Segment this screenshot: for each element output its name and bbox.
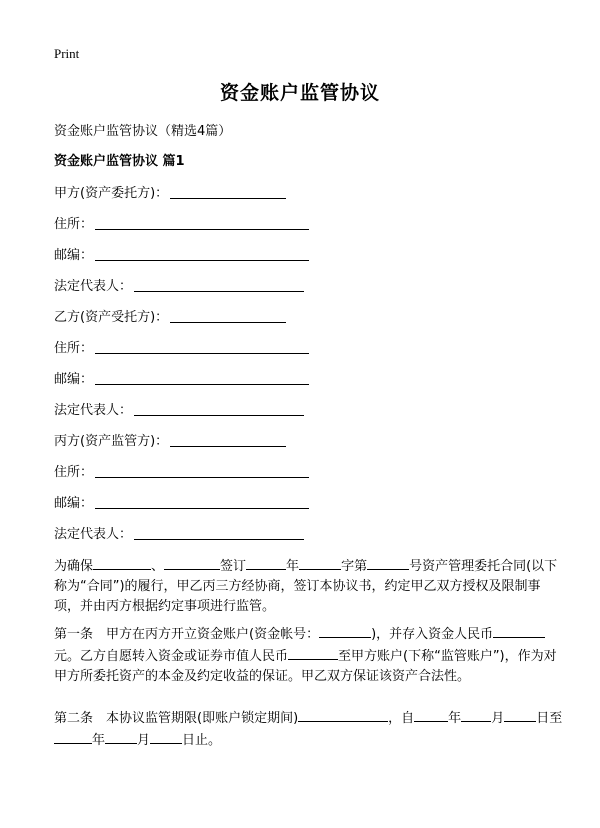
field-label: 住所： xyxy=(54,217,94,232)
fill-blank xyxy=(170,182,286,199)
party-a-address-field xyxy=(54,213,554,244)
text-run: 日止。 xyxy=(182,733,222,748)
fill-blank xyxy=(150,729,182,744)
fill-blank xyxy=(134,399,304,416)
fill-blank xyxy=(134,275,304,292)
field-label: 甲方(资产委托方)： xyxy=(54,186,169,201)
text-run: 年 xyxy=(92,733,106,748)
text-run: 至甲方账户(下称“监管账户”)，作为对甲方所委托资产的本金及约定收益的保证。甲乙双方保证该资产合法性。 xyxy=(54,649,557,684)
party-b-representative-field xyxy=(54,399,554,430)
text-run: 字第 xyxy=(341,559,368,574)
party-c-address-field xyxy=(54,461,554,492)
fill-blank xyxy=(461,707,491,722)
fill-blank xyxy=(170,306,286,323)
text-run: 第一条 甲方在丙方开立资金账户(资金帐号： xyxy=(54,627,320,642)
print-label: Print xyxy=(54,46,80,61)
fill-blank xyxy=(95,213,309,230)
text-run: 年 xyxy=(286,559,300,574)
document-title: 资金账户监管协议 xyxy=(219,82,380,104)
fill-blank xyxy=(319,623,371,638)
party-c-representative-field xyxy=(54,523,554,554)
fill-blank xyxy=(95,244,309,261)
text-run: 签订 xyxy=(220,559,247,574)
party-c-postcode-field xyxy=(54,492,554,523)
text-run: 月 xyxy=(491,711,505,726)
field-label: 法定代表人： xyxy=(54,279,133,294)
party-a-representative-field xyxy=(54,275,554,306)
text-run: 、 xyxy=(151,559,165,574)
party-b-field xyxy=(54,306,554,337)
fill-blank xyxy=(54,729,92,744)
field-label: 法定代表人： xyxy=(54,403,133,418)
fill-blank xyxy=(246,555,286,570)
text-run: ，自 xyxy=(388,711,415,726)
party-b-address-field xyxy=(54,337,554,368)
party-a-postcode-field xyxy=(54,244,554,275)
fill-blank xyxy=(367,555,409,570)
fill-blank xyxy=(95,337,309,354)
fill-blank xyxy=(493,623,545,638)
fill-blank xyxy=(504,707,536,722)
text-run: 号资产管理委托合同(以下称为“合同”)的履行，甲乙丙三方经协商，签订本协议书，约定甲乙双方授权及限制事项，并由丙方根据约定事项进行监管。 xyxy=(54,559,558,614)
party-b-postcode-field xyxy=(54,368,554,399)
text-run: 第二条 本协议监管期限(即账户锁定期间) xyxy=(54,711,299,726)
text-run: 年 xyxy=(448,711,462,726)
fill-blank xyxy=(414,707,448,722)
fill-blank xyxy=(164,555,220,570)
field-label: 邮编： xyxy=(54,496,94,511)
field-label: 邮编： xyxy=(54,248,94,263)
text-run: 月 xyxy=(137,733,151,748)
party-c-field xyxy=(54,430,554,461)
fill-blank xyxy=(170,430,286,447)
fill-blank xyxy=(298,707,388,722)
text-run: 日至 xyxy=(536,711,563,726)
section-heading: 资金账户监管协议 篇1 xyxy=(54,154,185,169)
fill-blank xyxy=(288,645,338,660)
text-run: 为确保 xyxy=(54,559,94,574)
intro-paragraph xyxy=(54,555,564,617)
article-two-paragraph xyxy=(54,707,564,751)
field-label: 邮编： xyxy=(54,372,94,387)
article-one-paragraph xyxy=(54,623,564,687)
document-subtitle: 资金账户监管协议（精选4篇） xyxy=(54,124,232,139)
field-label: 乙方(资产受托方)： xyxy=(54,310,169,325)
fill-blank xyxy=(299,555,341,570)
party-a-field xyxy=(54,182,554,213)
text-run: 元。乙方自愿转入资金或证券市值人民币 xyxy=(54,649,289,664)
fill-blank xyxy=(134,523,304,540)
fill-blank xyxy=(105,729,137,744)
party-field-list xyxy=(54,182,554,554)
fill-blank xyxy=(95,368,309,385)
fill-blank xyxy=(95,492,309,509)
field-label: 法定代表人： xyxy=(54,527,133,542)
text-run: )，并存入资金人民币 xyxy=(371,627,494,642)
field-label: 住所： xyxy=(54,341,94,356)
fill-blank xyxy=(95,461,309,478)
fill-blank xyxy=(93,555,151,570)
field-label: 住所： xyxy=(54,465,94,480)
field-label: 丙方(资产监管方)： xyxy=(54,434,169,449)
